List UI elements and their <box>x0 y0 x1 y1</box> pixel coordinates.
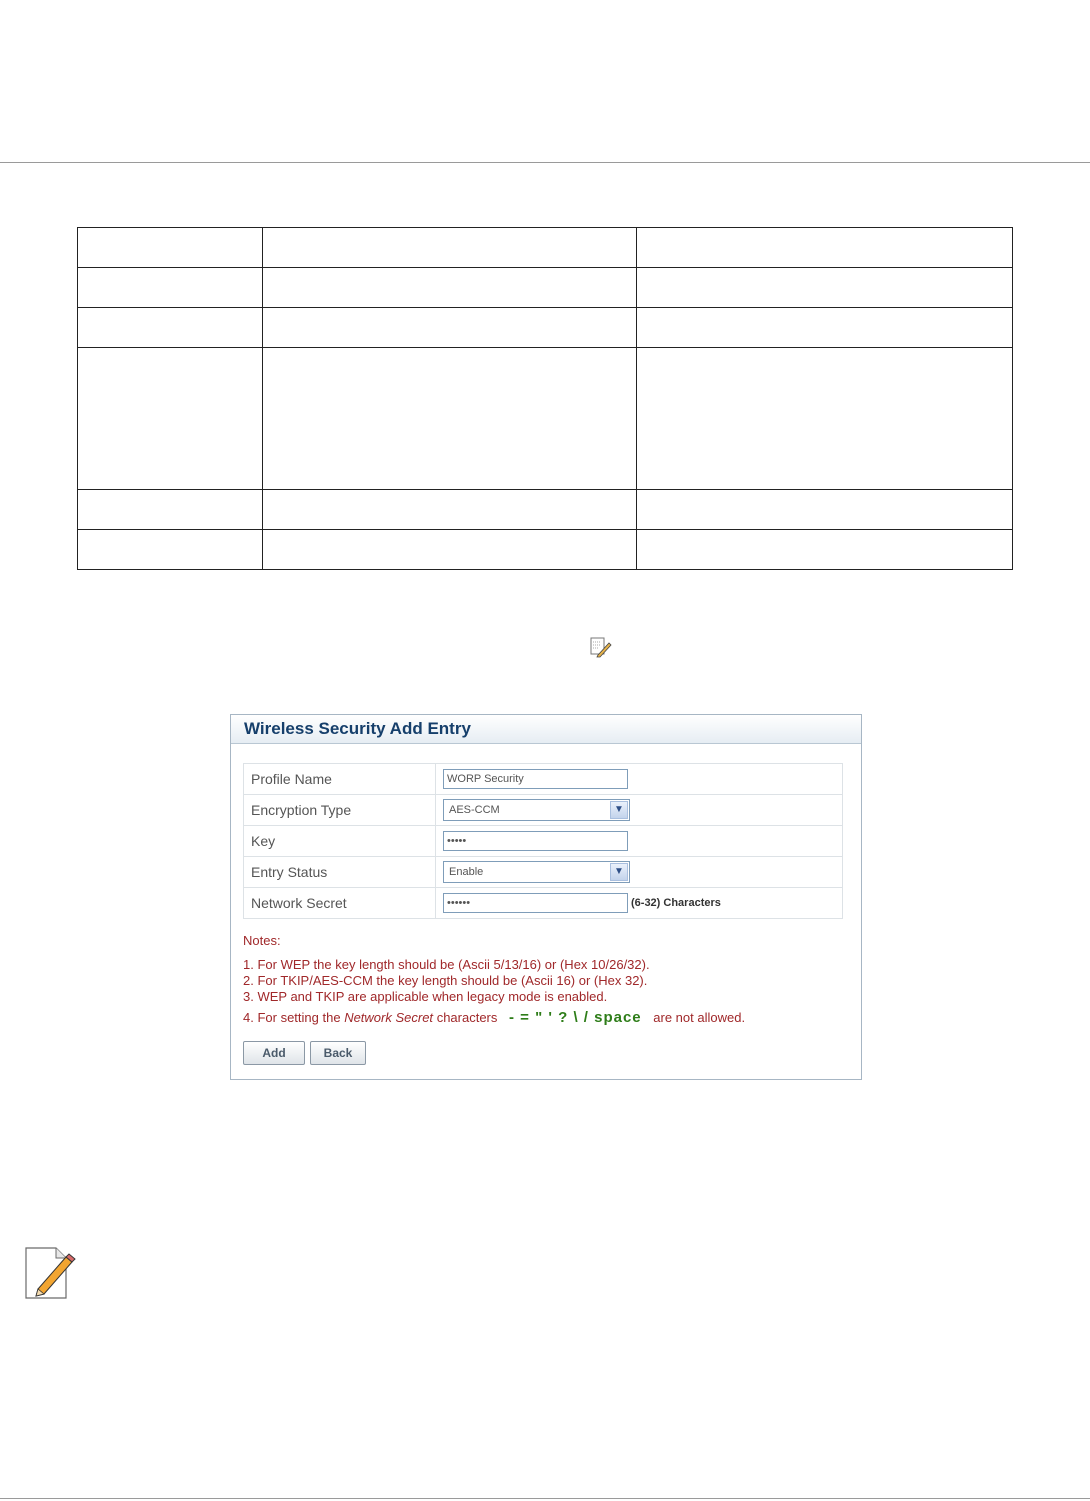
note-line-4-prefix: 4. For setting the <box>243 1010 341 1025</box>
entry-status-label: Entry Status <box>244 857 436 888</box>
notes-section <box>243 933 745 1026</box>
note-line-2: 2. For TKIP/AES-CCM the key length should be (Ascii 16) or (Hex 32). <box>243 973 648 988</box>
notes-title: Notes: <box>243 933 281 948</box>
encryption-type-value: AES-CCM <box>449 804 500 816</box>
entry-form <box>243 763 843 919</box>
key-input[interactable]: ••••• <box>443 831 628 851</box>
entry-status-row <box>244 857 843 888</box>
network-secret-hint: (6-32) Characters <box>631 897 721 909</box>
network-secret-label: Network Secret <box>244 888 436 919</box>
entry-status-value: Enable <box>449 866 484 878</box>
network-secret-row <box>244 888 843 919</box>
footer-divider <box>0 1498 1090 1499</box>
key-label: Key <box>244 826 436 857</box>
note-line-4-suffix: are not allowed. <box>653 1010 746 1025</box>
parameter-table <box>77 227 1013 570</box>
back-button[interactable]: Back <box>310 1041 366 1065</box>
note-line-4-mid: characters <box>436 1010 498 1025</box>
profile-name-row <box>244 764 843 795</box>
edit-icon <box>589 636 613 658</box>
wireless-security-add-entry-panel <box>230 714 862 1080</box>
profile-name-input[interactable]: WORP Security <box>443 769 628 789</box>
chevron-down-icon[interactable]: ▼ <box>610 801 628 819</box>
profile-name-label: Profile Name <box>244 764 436 795</box>
chevron-down-icon[interactable]: ▼ <box>610 863 628 881</box>
encryption-type-label: Encryption Type <box>244 795 436 826</box>
encryption-type-row <box>244 795 843 826</box>
note-pencil-icon <box>22 1245 76 1301</box>
encryption-type-select[interactable] <box>443 799 630 821</box>
entry-status-select[interactable] <box>443 861 630 883</box>
note-line-4-emphasis: Network Secret <box>344 1010 434 1025</box>
note-line-3: 3. WEP and TKIP are applicable when legacy mode is enabled. <box>243 989 608 1004</box>
panel-title: Wireless Security Add Entry <box>231 715 861 744</box>
key-row <box>244 826 843 857</box>
note-line-1: 1. For WEP the key length should be (Ascii 5/13/16) or (Hex 10/26/32). <box>243 957 650 972</box>
note-line-4 <box>243 1010 745 1026</box>
header-divider <box>0 162 1090 163</box>
add-button[interactable]: Add <box>243 1041 305 1065</box>
disallowed-characters: - = " ' ? \ / space <box>509 1009 642 1026</box>
network-secret-input[interactable]: •••••• <box>443 893 628 913</box>
